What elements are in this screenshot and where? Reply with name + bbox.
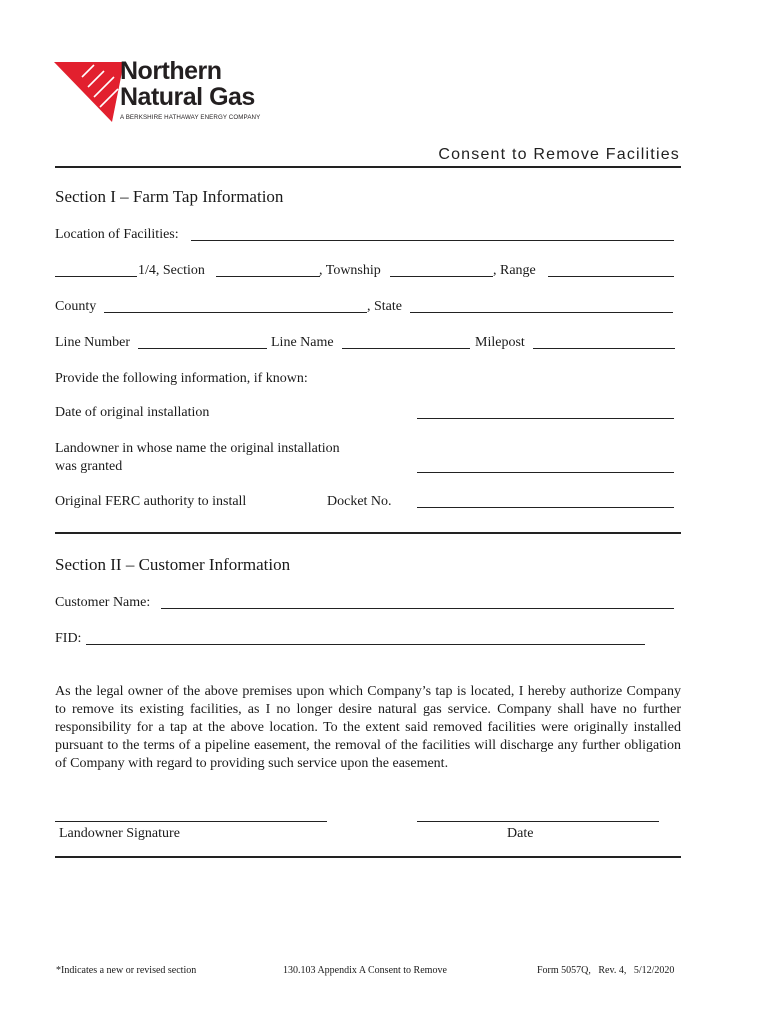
- quarter-field[interactable]: [55, 276, 137, 277]
- bottom-rule: [55, 856, 681, 858]
- landowner-label-line2: was granted: [55, 459, 123, 474]
- customer-name-field[interactable]: [161, 608, 674, 609]
- quarter-section-label: 1/4, Section: [138, 263, 205, 278]
- provide-info-label: Provide the following information, if known:: [55, 371, 308, 386]
- logo-name-line2: Natural Gas: [120, 83, 255, 111]
- install-date-label: Date of original installation: [55, 405, 210, 420]
- location-label: Location of Facilities:: [55, 227, 179, 242]
- ferc-label: Original FERC authority to install: [55, 494, 247, 509]
- fid-field[interactable]: [86, 644, 645, 645]
- docket-label: Docket No.: [327, 494, 392, 509]
- document-title: Consent to Remove Facilities: [438, 146, 680, 163]
- state-label: , State: [367, 299, 402, 314]
- logo-name-line1: Northern: [120, 57, 222, 85]
- line-name-label: Line Name: [271, 335, 334, 350]
- township-label: , Township: [319, 263, 381, 278]
- consent-paragraph: As the legal owner of the above premises upon which Company’s tap is located, I hereby authorize Company to remove its existing facilities, as I no longer desire natural gas service. Company shall have no further responsibility for a tap at the above location. To the extent said removed facilities were originally installed pursuant to the terms of a pipeline easement, the removal of the facilities will discharge any further obligation of Company with regard to providing such service upon the easement.: [55, 684, 681, 771]
- state-field[interactable]: [410, 312, 673, 313]
- range-label: , Range: [493, 263, 536, 278]
- logo-tagline: A BERKSHIRE HATHAWAY ENERGY COMPANY: [120, 114, 261, 121]
- footer-form-number: Form 5057Q, Rev. 4, 5/12/2020: [537, 965, 675, 976]
- range-field[interactable]: [548, 276, 674, 277]
- footer-note: *Indicates a new or revised section: [56, 965, 197, 976]
- township-field[interactable]: [390, 276, 493, 277]
- install-date-field[interactable]: [417, 418, 674, 419]
- customer-name-label: Customer Name:: [55, 595, 151, 610]
- section-divider: [55, 532, 681, 534]
- signature-field[interactable]: [55, 821, 327, 822]
- county-label: County: [55, 299, 97, 314]
- company-logo: [54, 44, 274, 126]
- docket-field[interactable]: [417, 507, 674, 508]
- section-field[interactable]: [216, 276, 320, 277]
- fid-label: FID:: [55, 631, 82, 646]
- location-field[interactable]: [191, 240, 674, 241]
- milepost-label: Milepost: [475, 335, 525, 350]
- line-name-field[interactable]: [342, 348, 470, 349]
- title-rule: [55, 166, 681, 168]
- logo-mark-icon: [54, 44, 124, 126]
- footer-reference: 130.103 Appendix A Consent to Remove: [283, 965, 447, 976]
- county-field[interactable]: [104, 312, 367, 313]
- section2-heading: Section II – Customer Information: [55, 555, 291, 574]
- milepost-field[interactable]: [533, 348, 675, 349]
- signature-date-label: Date: [507, 826, 534, 841]
- landowner-field[interactable]: [417, 472, 674, 473]
- landowner-label-line1: Landowner in whose name the original installation: [55, 441, 340, 456]
- line-number-field[interactable]: [138, 348, 267, 349]
- line-number-label: Line Number: [55, 335, 131, 350]
- section1-heading: Section I – Farm Tap Information: [55, 187, 284, 206]
- signature-date-field[interactable]: [417, 821, 659, 822]
- landowner-signature-label: Landowner Signature: [59, 826, 180, 841]
